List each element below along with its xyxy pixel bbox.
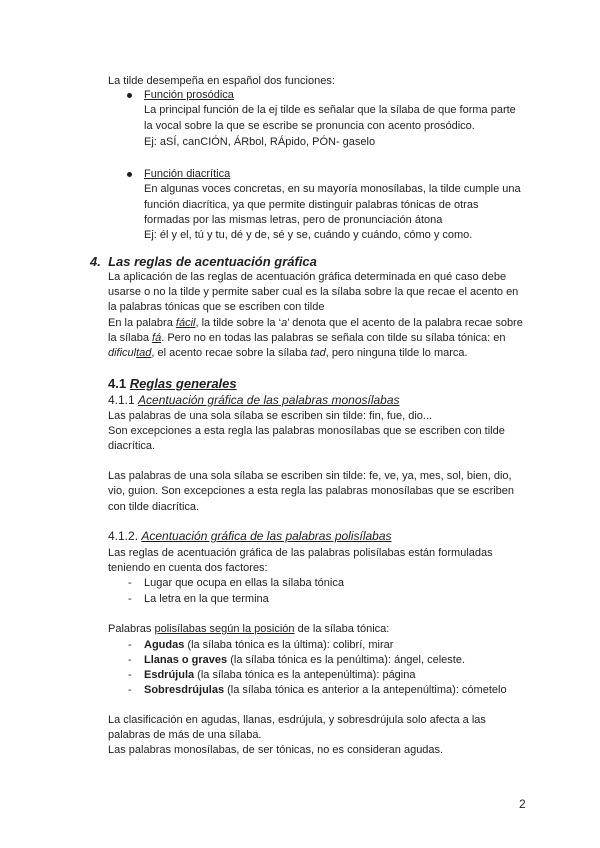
paragraph-line: la palabras tónicas que se escriben con tilde xyxy=(108,301,325,313)
diacritica-title: Función diacrítica xyxy=(144,168,231,180)
prosodica-line: la vocal sobre la que se escribe se pronuncia con acento prosódico. xyxy=(144,120,475,132)
section-number: 4.1 xyxy=(108,376,130,391)
prosodica-title: Función prosódica xyxy=(144,89,234,101)
section-title: Las reglas de acentuación gráfica xyxy=(108,254,317,269)
list-item xyxy=(144,668,415,683)
paragraph-line: La aplicación de las reglas de acentuación gráfica determinada en qué caso debe xyxy=(108,271,507,283)
diacritica-example: Ej: él y el, tú y tu, dé y de, sé y se, cuándo y cuándo, cómo y como. xyxy=(144,229,473,241)
paragraph-line: vio, guion. Son excepciones a esta regla las palabras monosílabas que se escriben xyxy=(108,485,515,497)
prosodica-example: Ej: aSÍ, canCIÓN, ÁRbol, RÁpido, PÓN- gaselo xyxy=(144,136,376,148)
section-title: Reglas generales xyxy=(129,376,237,391)
paragraph-line: con tilde diacrítica. xyxy=(108,501,200,513)
intro-text: La tilde desempeña en español dos funciones: xyxy=(108,75,335,87)
paragraph-line: Son excepciones a esta regla las palabras monosílabas que se escriben con tilde xyxy=(108,425,505,437)
text-run: En la palabra xyxy=(108,317,176,329)
list-item xyxy=(144,638,393,653)
text-run: Palabras xyxy=(108,623,155,635)
definition: (la sílaba tónica es anterior a la antepenúltima): cómetelo xyxy=(224,684,507,696)
term: Sobresdrújulas xyxy=(144,684,225,696)
text-run: polisílabas según la posición xyxy=(154,623,295,635)
definition: (la sílaba tónica es la antepenúltima): página xyxy=(194,669,416,681)
term: Esdrújula xyxy=(144,669,195,681)
paragraph-line xyxy=(108,316,523,331)
subsection-heading xyxy=(108,529,392,544)
subsection-title: Acentuación gráfica de las palabras polisílabas xyxy=(141,529,392,543)
dash-marker: - xyxy=(128,577,132,589)
dash-marker: - xyxy=(128,654,132,666)
list-item xyxy=(144,653,465,668)
section-number: 4. xyxy=(90,254,101,269)
subsection-number: 4.1.1 xyxy=(108,393,139,407)
text-run: fá xyxy=(152,332,162,344)
page-number: 2 xyxy=(519,797,526,811)
definition: (la sílaba tónica es la última): colibrí, mirar xyxy=(184,639,394,651)
prosodica-line: La principal función de la ej tilde es señalar que la sílaba de que forma parte xyxy=(144,104,516,116)
paragraph-line xyxy=(108,622,389,637)
text-run: tad xyxy=(136,347,152,359)
paragraph-line: La clasificación en agudas, llanas, esdrújula, y sobresdrújula solo afecta a las xyxy=(108,714,486,726)
dash-marker: - xyxy=(128,669,132,681)
paragraph-line: palabras de más de una sílaba. xyxy=(108,729,262,741)
paragraph-line: Las reglas de acentuación gráfica de las palabras polisílabas están formuladas xyxy=(108,547,493,559)
paragraph-line: Las palabras de una sola sílaba se escriben sin tilde: fe, ve, ya, mes, sol, bien, dio, xyxy=(108,470,512,482)
paragraph-line xyxy=(108,331,506,346)
paragraph-line: usarse o no la tilde y permite saber cual es la sílaba sobre la que recae el acento en xyxy=(108,286,519,298)
text-run: . Pero no en todas las palabras se señala con tilde su sílaba tónica: en xyxy=(161,332,506,344)
text-run: fácil xyxy=(175,317,196,329)
text-run: ’ denota que el acento de la palabra recae sobre xyxy=(287,317,523,329)
term: Llanas o graves xyxy=(144,654,228,666)
diacritica-line: función diacrítica, ya que permite distinguir palabras tónicas de otras xyxy=(144,199,479,211)
paragraph-line xyxy=(108,346,468,361)
section-4-1-heading xyxy=(108,376,237,391)
paragraph-line: diacrítica. xyxy=(108,440,156,452)
text-run: a xyxy=(281,317,288,329)
text-run: de la sílaba tónica: xyxy=(294,623,390,635)
bullet-dot xyxy=(127,172,132,177)
text-run: , pero ninguna tilde lo marca. xyxy=(325,347,468,359)
text-run: , la tilde sobre la ‘ xyxy=(195,317,282,329)
diacritica-line: En algunas voces concretas, en su mayoría monosílabas, la tilde cumple una xyxy=(144,183,521,195)
subsection-number: 4.1.2. xyxy=(108,529,142,543)
list-item xyxy=(144,683,507,698)
term: Agudas xyxy=(144,639,185,651)
subsection-title: Acentuación gráfica de las palabras monosílabas xyxy=(138,393,400,407)
text-run: dificul xyxy=(108,347,137,359)
text-run: la sílaba xyxy=(108,332,153,344)
paragraph-line: teniendo en cuenta dos factores: xyxy=(108,562,268,574)
diacritica-line: formadas por las mismas letras, pero de pronunciación átona xyxy=(144,214,443,226)
subsection-heading xyxy=(108,393,400,408)
definition: (la sílaba tónica es la penúltima): ángel, celeste. xyxy=(227,654,466,666)
list-item: Lugar que ocupa en ellas la sílaba tónica xyxy=(144,577,344,589)
dash-marker: - xyxy=(128,593,132,605)
section-4-heading xyxy=(90,254,317,269)
text-run: tad xyxy=(310,347,326,359)
list-item: La letra en la que termina xyxy=(144,593,269,605)
bullet-dot xyxy=(127,93,132,98)
dash-marker: - xyxy=(128,684,132,696)
text-run: , el acento recae sobre la sílaba xyxy=(151,347,311,359)
paragraph-line: Las palabras monosílabas, de ser tónicas, no es consideran agudas. xyxy=(108,744,444,756)
paragraph-line: Las palabras de una sola sílaba se escriben sin tilde: fin, fue, dio... xyxy=(108,410,433,422)
dash-marker: - xyxy=(128,639,132,651)
